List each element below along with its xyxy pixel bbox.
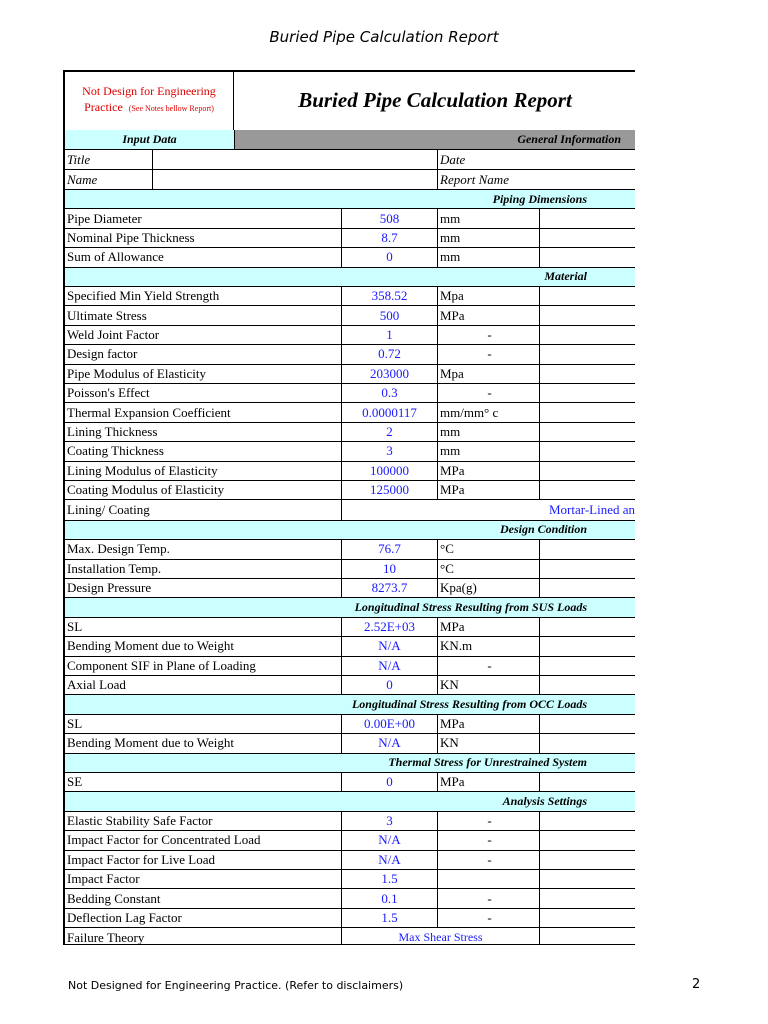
row-blank xyxy=(540,462,635,480)
general-row-name xyxy=(65,170,635,190)
row-unit: MPa xyxy=(438,773,540,791)
row-value-field[interactable]: 0.00E+00 xyxy=(342,715,438,733)
section-header-material xyxy=(65,268,635,287)
row-value-field[interactable]: 1.5 xyxy=(342,909,438,927)
row-label: SL xyxy=(65,618,342,636)
row-label: Bending Moment due to Weight xyxy=(65,734,342,752)
row-unit: Mpa xyxy=(438,365,540,383)
warning-line1: Not Design for Engineering xyxy=(82,84,216,98)
row-blank xyxy=(540,637,635,655)
data-row xyxy=(65,229,635,248)
row-blank xyxy=(540,248,635,266)
row-value-field[interactable]: 0.3 xyxy=(342,384,438,402)
row-blank xyxy=(540,657,635,675)
row-value-field[interactable]: N/A xyxy=(342,657,438,675)
row-label: Coating Thickness xyxy=(65,442,342,460)
row-blank xyxy=(540,540,635,558)
warning-note: (See Notes bellow Report) xyxy=(128,104,214,113)
name-field[interactable] xyxy=(153,170,438,189)
row-value-field[interactable]: 1 xyxy=(342,326,438,344)
warning-line2 xyxy=(65,100,233,116)
row-label: Installation Temp. xyxy=(65,560,342,578)
row-blank xyxy=(540,870,635,888)
row-label: Sum of Allowance xyxy=(65,248,342,266)
row-value-field[interactable]: 10 xyxy=(342,560,438,578)
data-row xyxy=(65,403,635,422)
row-blank xyxy=(540,831,635,849)
report-title: Buried Pipe Calculation Report xyxy=(298,88,572,112)
data-row xyxy=(65,734,635,753)
row-label: Ultimate Stress xyxy=(65,306,342,324)
row-label: Weld Joint Factor xyxy=(65,326,342,344)
section-header-thermal xyxy=(65,754,635,773)
row-value-field[interactable]: 0 xyxy=(342,248,438,266)
data-row xyxy=(65,676,635,695)
data-row xyxy=(65,345,635,364)
row-unit: mm xyxy=(438,209,540,227)
row-unit: °C xyxy=(438,540,540,558)
data-row xyxy=(65,462,635,481)
row-unit: - xyxy=(438,851,540,869)
row-unit xyxy=(438,870,540,888)
row-value-field[interactable]: 500 xyxy=(342,306,438,324)
row-value-field[interactable]: N/A xyxy=(342,831,438,849)
row-value-field[interactable]: N/A xyxy=(342,851,438,869)
warning-practice: Practice xyxy=(84,100,123,114)
row-blank xyxy=(540,812,635,830)
row-unit: KN.m xyxy=(438,637,540,655)
row-blank xyxy=(540,442,635,460)
row-label: Thermal Expansion Coefficient xyxy=(65,403,342,421)
page-number: 2 xyxy=(692,977,701,992)
general-info-header: General Information xyxy=(517,132,621,146)
row-blank xyxy=(540,889,635,907)
row-label: Lining Thickness xyxy=(65,423,342,441)
row-unit: - xyxy=(438,831,540,849)
row-blank xyxy=(540,306,635,324)
row-unit: - xyxy=(438,345,540,363)
row-blank xyxy=(540,403,635,421)
warning-box xyxy=(65,72,234,130)
row-unit: °C xyxy=(438,560,540,578)
data-row xyxy=(65,812,635,831)
row-unit: - xyxy=(438,812,540,830)
failure-theory-value[interactable]: Max Shear Stress xyxy=(342,928,540,945)
section-title-sus: Longitudinal Stress Resulting from SUS Loads xyxy=(354,600,587,615)
row-label: Elastic Stability Safe Factor xyxy=(65,812,342,830)
section-header-piping xyxy=(65,190,635,209)
row-label: Coating Modulus of Elasticity xyxy=(65,481,342,499)
row-value-field[interactable]: 2 xyxy=(342,423,438,441)
data-row xyxy=(65,481,635,500)
row-blank xyxy=(540,773,635,791)
section-header-occ xyxy=(65,695,635,714)
data-row xyxy=(65,326,635,345)
row-blank xyxy=(540,579,635,597)
data-row xyxy=(65,618,635,637)
row-blank xyxy=(540,345,635,363)
name-label: Name xyxy=(65,170,153,189)
row-unit: MPa xyxy=(438,462,540,480)
data-row xyxy=(65,889,635,908)
row-value-field[interactable]: N/A xyxy=(342,637,438,655)
data-row xyxy=(65,442,635,461)
section-title-design: Design Condition xyxy=(499,522,587,537)
row-label: Impact Factor for Concentrated Load xyxy=(65,831,342,849)
input-data-header-row xyxy=(65,130,635,150)
row-label: Axial Load xyxy=(65,676,342,694)
row-blank xyxy=(540,676,635,694)
report-name-label: Report Name xyxy=(440,171,509,187)
data-row xyxy=(65,560,635,579)
row-value-field[interactable]: 3 xyxy=(342,812,438,830)
data-row xyxy=(65,909,635,928)
row-value-field[interactable]: N/A xyxy=(342,734,438,752)
date-label: Date xyxy=(440,151,466,167)
section-title-piping: Piping Dimensions xyxy=(492,191,587,206)
row-blank xyxy=(540,734,635,752)
data-row xyxy=(65,870,635,889)
row-label: Deflection Lag Factor xyxy=(65,909,342,927)
data-row xyxy=(65,540,635,559)
row-blank xyxy=(540,287,635,305)
row-value-field[interactable]: 125000 xyxy=(342,481,438,499)
row-blank xyxy=(540,618,635,636)
row-label: Bending Moment due to Weight xyxy=(65,637,342,655)
row-unit: - xyxy=(438,657,540,675)
row-value-field[interactable]: 508 xyxy=(342,209,438,227)
row-unit: MPa xyxy=(438,715,540,733)
section-title-material: Material xyxy=(544,269,587,284)
section-title-occ: Longitudinal Stress Resulting from OCC Loads xyxy=(351,697,587,712)
data-row xyxy=(65,248,635,267)
row-unit: - xyxy=(438,909,540,927)
data-row xyxy=(65,423,635,442)
section-header-analysis xyxy=(65,792,635,811)
title-field[interactable] xyxy=(153,150,438,169)
row-blank xyxy=(540,851,635,869)
data-row xyxy=(65,579,635,598)
row-unit: - xyxy=(438,384,540,402)
lining-coating-row xyxy=(65,500,635,520)
lining-coating-label: Lining/ Coating xyxy=(65,500,342,519)
row-value-field[interactable]: 3 xyxy=(342,442,438,460)
lining-coating-value[interactable]: Mortar-Lined an xyxy=(548,502,635,518)
row-unit: mm/mm° c xyxy=(438,403,540,421)
row-value-field[interactable]: 0.1 xyxy=(342,889,438,907)
row-unit: MPa xyxy=(438,481,540,499)
row-value-field[interactable]: 100000 xyxy=(342,462,438,480)
row-label: Poisson's Effect xyxy=(65,384,342,402)
section-title-thermal: Thermal Stress for Unrestrained System xyxy=(388,755,587,770)
row-blank xyxy=(540,365,635,383)
row-blank xyxy=(540,229,635,247)
row-label: Bedding Constant xyxy=(65,889,342,907)
row-value-field[interactable]: 76.7 xyxy=(342,540,438,558)
page-title: Buried Pipe Calculation Report xyxy=(269,28,499,46)
data-row xyxy=(65,831,635,850)
row-blank xyxy=(540,384,635,402)
row-value-field[interactable]: 0.72 xyxy=(342,345,438,363)
data-row xyxy=(65,365,635,384)
data-row xyxy=(65,384,635,403)
row-value-field[interactable]: 358.52 xyxy=(342,287,438,305)
row-label: Max. Design Temp. xyxy=(65,540,342,558)
data-row xyxy=(65,715,635,734)
row-blank xyxy=(540,560,635,578)
section-title-analysis: Analysis Settings xyxy=(502,794,587,809)
row-blank xyxy=(540,928,635,945)
row-unit: KN xyxy=(438,676,540,694)
row-value-field[interactable]: 2.52E+03 xyxy=(342,618,438,636)
row-unit: mm xyxy=(438,423,540,441)
section-header-design xyxy=(65,521,635,540)
title-label: Title xyxy=(65,150,153,169)
row-label: Design Pressure xyxy=(65,579,342,597)
row-value-field[interactable]: 1.5 xyxy=(342,870,438,888)
row-blank xyxy=(540,481,635,499)
data-row xyxy=(65,306,635,325)
row-unit: mm xyxy=(438,248,540,266)
data-row xyxy=(65,287,635,306)
report-header xyxy=(65,72,635,132)
footer-disclaimer: Not Designed for Engineering Practice. (Refer to disclaimers) xyxy=(68,979,404,992)
row-label: Pipe Modulus of Elasticity xyxy=(65,365,342,383)
row-unit: mm xyxy=(438,229,540,247)
input-data-header: Input Data xyxy=(65,130,235,149)
row-label: Impact Factor xyxy=(65,870,342,888)
row-value-field[interactable]: 8.7 xyxy=(342,229,438,247)
row-value-field[interactable]: 8273.7 xyxy=(342,579,438,597)
row-label: Nominal Pipe Thickness xyxy=(65,229,342,247)
row-blank xyxy=(540,423,635,441)
row-value-field[interactable]: 0.0000117 xyxy=(342,403,438,421)
data-row xyxy=(65,657,635,676)
row-unit: mm xyxy=(438,442,540,460)
row-value-field[interactable]: 0 xyxy=(342,773,438,791)
row-blank xyxy=(540,715,635,733)
row-unit: MPa xyxy=(438,306,540,324)
row-label: Impact Factor for Live Load xyxy=(65,851,342,869)
failure-theory-row xyxy=(65,928,635,945)
row-blank xyxy=(540,209,635,227)
data-row xyxy=(65,851,635,870)
row-label: Pipe Diameter xyxy=(65,209,342,227)
row-unit: - xyxy=(438,889,540,907)
general-row-title xyxy=(65,150,635,170)
row-label: Lining Modulus of Elasticity xyxy=(65,462,342,480)
row-blank xyxy=(540,326,635,344)
row-blank xyxy=(540,909,635,927)
row-unit: - xyxy=(438,326,540,344)
row-unit: MPa xyxy=(438,618,540,636)
data-row xyxy=(65,773,635,792)
row-label: Specified Min Yield Strength xyxy=(65,287,342,305)
data-row xyxy=(65,209,635,228)
failure-theory-label: Failure Theory xyxy=(65,928,342,945)
section-header-sus xyxy=(65,598,635,617)
row-unit: Kpa(g) xyxy=(438,579,540,597)
row-label: SE xyxy=(65,773,342,791)
row-unit: Mpa xyxy=(438,287,540,305)
row-value-field[interactable]: 203000 xyxy=(342,365,438,383)
row-unit: KN xyxy=(438,734,540,752)
row-value-field[interactable]: 0 xyxy=(342,676,438,694)
report-sheet xyxy=(63,70,635,945)
row-label: SL xyxy=(65,715,342,733)
row-label: Design factor xyxy=(65,345,342,363)
data-row xyxy=(65,637,635,656)
row-label: Component SIF in Plane of Loading xyxy=(65,657,342,675)
